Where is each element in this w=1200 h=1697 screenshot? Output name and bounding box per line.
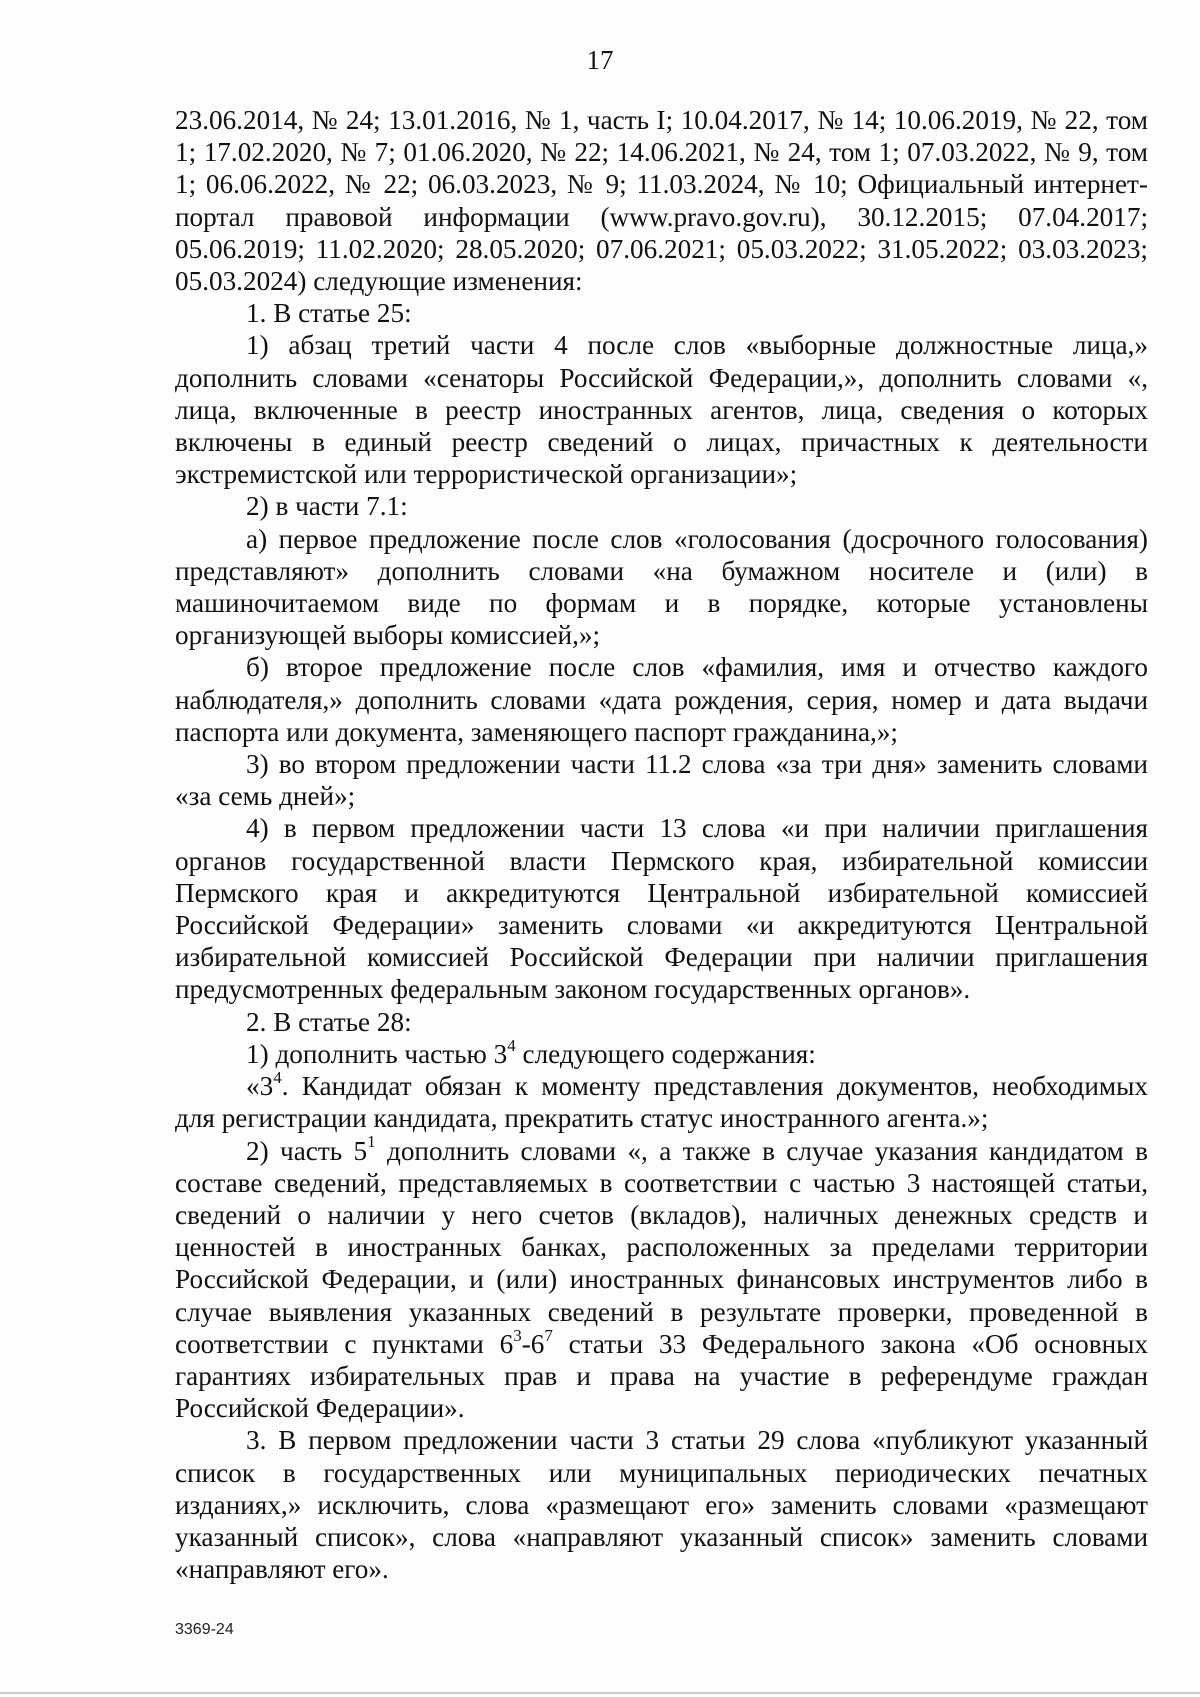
superscript: 1 [367,1132,376,1152]
text-segment: . Кандидат обязан к моменту представления документов, необходимых для регистрации кандидата, прекратить статус иностранного агента.»; [175,1071,1148,1134]
document-code: 3369-24 [175,1621,234,1638]
text-segment: следующего содержания: [515,1038,816,1069]
text-segment: 1) дополнить частью 3 [246,1038,508,1069]
superscript: 4 [507,1035,516,1055]
paragraph-article-29-item: 3. В первом предложении части 3 статьи 29 слова «публикуют указанный список в государственных или муниципальных периодических печатных изданиях,» исключить, слова «размещают его» заменить словами «размещают указанный список», слова «направляют указанный список» заменить словами «направляют его». [175,1425,1148,1585]
paragraph-subitem-b: б) второе предложение после слов «фамилия, имя и отчество каждого наблюдателя,» дополнить словами «дата рождения, серия, номер и дата выдачи паспорта или документа, заменяющего паспорт гражданина,»; [175,652,1148,747]
paragraph-article-28-heading: 2. В статье 28: [246,1006,412,1037]
paragraph-sources-continuation: 23.06.2014, № 24; 13.01.2016, № 1, часть I; 10.04.2017, № 14; 10.06.2019, № 22, том 1; 17.02.2020, № 7; 01.06.2020, № 22; 14.06.2021, № 24, том 1; 07.03.2022, № 9, том 1; 06.06.2022, № 22; 06.03.2023, № 9; 11.03.2024, № 10; Официальный интернет-портал правовой информации (www.pravo.gov.ru), 30.12.2015; 07.04.2017; 05.06.2019; 11.02.2020; 28.05.2020; 07.06.2021; 05.03.2022; 31.05.2022; 03.03.2023; 05.03.2024) следующие изменения: [175,105,1148,297]
paragraph-subitem-a: а) первое предложение после слов «голосования (досрочного голосования) представляют» дополнить словами «на бумажном носителе и (или) в машиночитаемом виде по формам и в порядке, которые установлены организующей выборы комиссией,»; [175,523,1148,651]
document-body [175,104,1148,1585]
paragraph-article-25-heading: 1. В статье 25: [246,298,412,329]
paragraph-item-3: 3) во втором предложении части 11.2 слова «за три дня» заменить словами «за семь дней»; [175,749,1148,812]
paragraph-quoted-new-part [175,1070,1148,1134]
paragraph-article-28-item-2 [175,1132,1148,1425]
paragraph-item-1: 1) абзац третий части 4 после слов «выборные должностные лица,» дополнить словами «сенаторы Российской Федерации,», дополнить словами «, лица, включенные в реестр иностранных агентов, лица, сведения о которых включены в единый реестр сведений о лицах, причастных к деятельности экстремистской или террористической организации»; [175,330,1148,490]
page-number: 17 [586,45,614,75]
superscript: 7 [544,1325,553,1345]
paragraph-item-4: 4) в первом предложении части 13 слова «и при наличии приглашения органов государственной власти Пермского края, избирательной комиссии Пермского края и аккредитуются Центральной избирательной комиссией Российской Федерации» заменить словами «и аккредитуются Центральной избирательной комиссией Российской Федерации при наличии приглашения предусмотренных федеральным законом государственных органов». [175,813,1148,1005]
superscript: 4 [273,1068,282,1088]
text-segment: статьи 33 Федерального закона «Об основных гарантиях избирательных прав и права на участие в референдуме граждан Российской Федерации». [175,1328,1148,1424]
paragraph-article-28-item-1 [175,1035,1148,1070]
paragraph-item-2: 2) в части 7.1: [246,491,408,522]
superscript: 3 [513,1325,522,1345]
text-segment: 2) часть 5 [246,1135,368,1166]
text-segment: -6 [521,1328,545,1359]
text-segment: дополнить словами «, а также в случае указания кандидатом в составе сведений, представляемых в соответствии с частью 3 настоящей статьи, сведений о наличии у него счетов (вкладов), наличных денежных средств и ценностей в иностранных банках, расположенных за пределами территории Российской Федерации, и (или) иностранных финансовых инструментов либо в случае выявления указанных сведений в результате проверки, проведенной в соответствии с пунктами 6 [175,1135,1148,1359]
scan-edge-divider [0,1692,1200,1694]
text-segment: «3 [246,1071,274,1102]
